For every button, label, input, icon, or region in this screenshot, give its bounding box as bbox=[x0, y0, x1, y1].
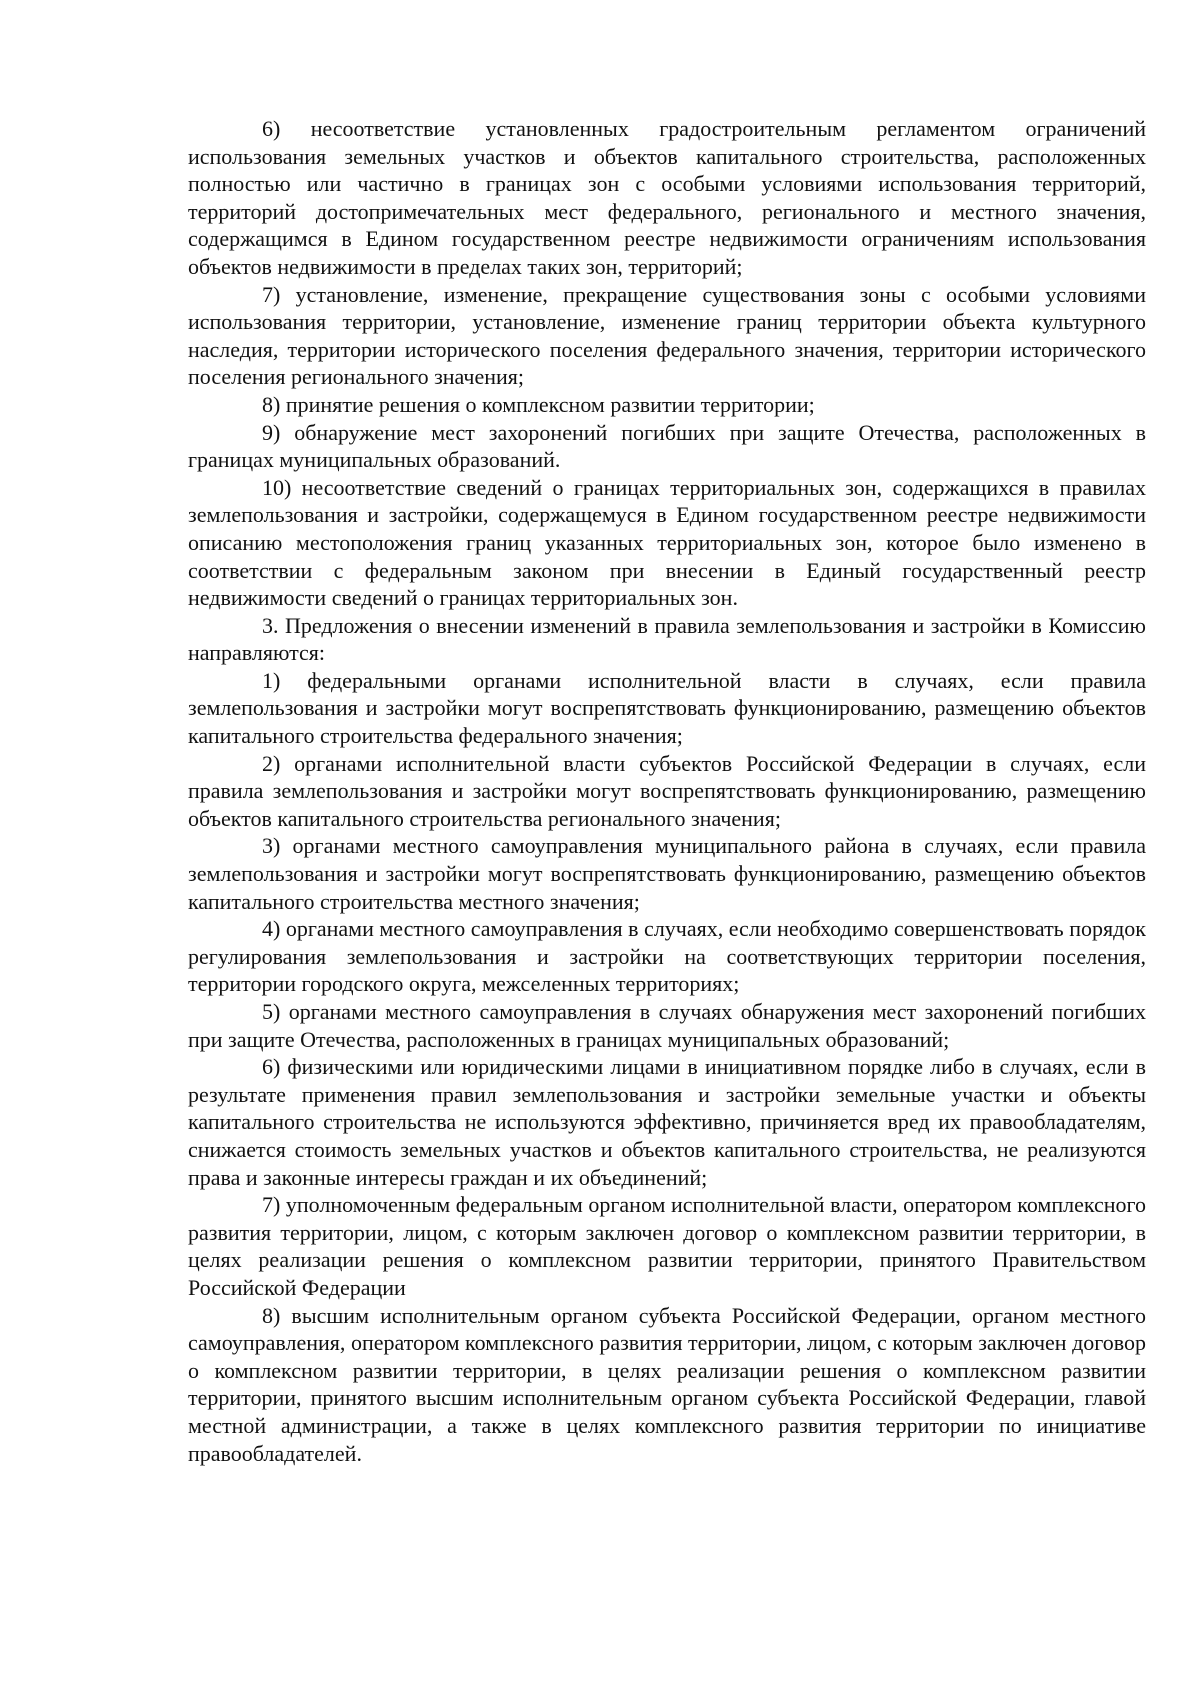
document-body bbox=[188, 115, 1146, 1467]
paragraph-item-10: 10) несоответствие сведений о границах территориальных зон, содержащихся в правилах землепользования и застройки, содержащемуся в Едином государственном реестре недвижимости описанию местоположения границ указанных территориальных зон, которое было изменено в соответствии с федеральным законом при внесении в Единый государственный реестр недвижимости сведений о границах территориальных зон. bbox=[188, 474, 1146, 611]
paragraph-subitem-3: 3) органами местного самоуправления муниципального района в случаях, если правила землепользования и застройки могут воспрепятствовать функционированию, размещению объектов капитального строительства местного значения; bbox=[188, 833, 1146, 914]
paragraph-subitem-2: 2) органами исполнительной власти субъектов Российской Федерации в случаях, если правила землепользования и застройки могут воспрепятствовать функционированию, размещению объектов капитального строительства регионального значения; bbox=[188, 750, 1146, 831]
paragraph-item-7: 7) установление, изменение, прекращение существования зоны с особыми условиями использования территории, установление, изменение границ территории объекта культурного наследия, территории исторического поселения федерального значения, территории исторического поселения регионального значения; bbox=[188, 281, 1146, 390]
paragraph-item-8: 8) принятие решения о комплексном развитии территории; bbox=[262, 391, 815, 417]
paragraph-subitem-8: 8) высшим исполнительным органом субъекта Российской Федерации, органом местного самоуправления, оператором комплексного развития территории, лицом, с которым заключен договор о комплексном развитии территории, в целях реализации решения о комплексном развитии территории, принятого высшим исполнительным органом субъекта Российской Федерации, главой местной администрации, а также в целях комплексного развития территории по инициативе правообладателей. bbox=[188, 1302, 1146, 1466]
paragraph-subitem-1: 1) федеральными органами исполнительной власти в случаях, если правила землепользования и застройки могут воспрепятствовать функционированию, размещению объектов капитального строительства федерального значения; bbox=[188, 667, 1146, 749]
paragraph-subitem-6: 6) физическими или юридическими лицами в инициативном порядке либо в случаях, если в результате применения правил землепользования и застройки земельные участки и объекты капитального строительства не используются эффективно, причиняется вред их правообладателям, снижается стоимость земельных участков и объектов капитального строительства, не реализуются права и законные интересы граждан и их объединений; bbox=[188, 1054, 1146, 1190]
paragraph-subitem-7: 7) уполномоченным федеральным органом исполнительной власти, оператором комплексного развития территории, лицом, с которым заключен договор о комплексном развитии территории, в целях реализации решения о комплексном развитии территории, принятого Правительством Российской Федерации bbox=[188, 1192, 1146, 1300]
paragraph-subitem-4: 4) органами местного самоуправления в случаях, если необходимо совершенствовать порядок регулирования землепользования и застройки на соответствующих территории поселения, территории городского округа, межселенных территориях; bbox=[188, 916, 1146, 997]
paragraph-section-3: 3. Предложения о внесении изменений в правила землепользования и застройки в Комиссию направляются: bbox=[188, 612, 1146, 666]
paragraph-item-9: 9) обнаружение мест захоронений погибших при защите Отечества, расположенных в границах муниципальных образований. bbox=[188, 419, 1146, 473]
paragraph-subitem-5: 5) органами местного самоуправления в случаях обнаружения мест захоронений погибших при защите Отечества, расположенных в границах муниципальных образований; bbox=[188, 999, 1146, 1052]
paragraph-item-6: 6) несоответствие установленных градостроительным регламентом ограничений использования земельных участков и объектов капитального строительства, расположенных полностью или частично в границах зон с особыми условиями использования территорий, территорий достопримечательных мест федерального, регионального и местного значения, содержащимся в Едином государственном реестре недвижимости ограничениям использования объектов недвижимости в пределах таких зон, территорий; bbox=[188, 116, 1146, 279]
